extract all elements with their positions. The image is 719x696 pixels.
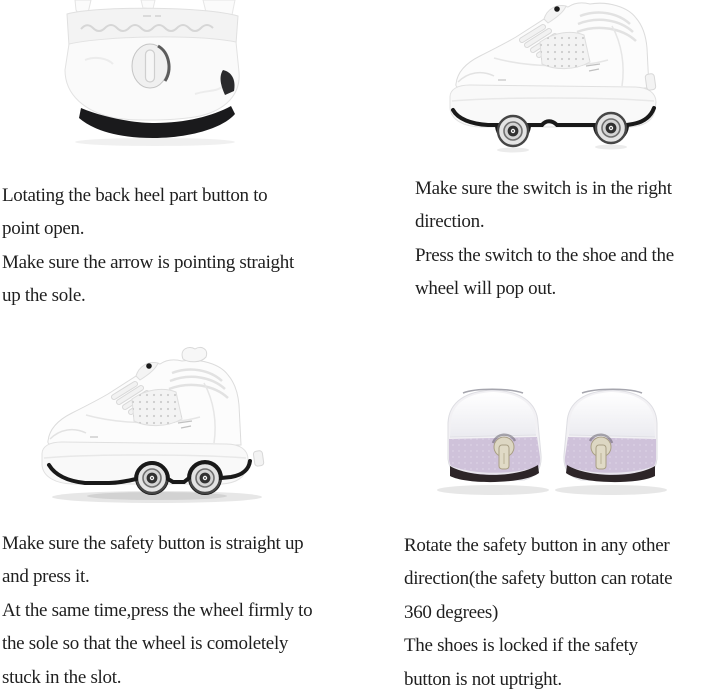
step-2-caption [415,172,674,306]
photo-heel-pair-safety-buttons [433,383,673,503]
caption-line: The shoes is locked if the safety [404,635,638,657]
caption-line: wheel will pop out. [415,278,557,300]
caption-line: the sole so that the wheel is comoletely [2,633,289,655]
caption-line: Make sure the safety button is straight up [2,533,304,554]
rear-wheel [596,113,626,143]
front-wheel [498,116,528,146]
right-heel [564,389,657,482]
photo-sneaker-wheels-retracted [35,345,280,505]
step-1-caption [2,179,294,313]
step-3-caption [2,527,312,694]
caption-line: Press the switch to the shoe and the [415,244,674,266]
left-heel [448,389,541,482]
caption-line: direction(the safety button can rotate [404,568,673,590]
caption-line: 360 degrees) [404,601,498,623]
caption-line: and press it. [2,566,90,588]
caption-line: At the same time,press the wheel firmly to [2,599,313,621]
caption-line: point open. [2,218,85,240]
photo-heel-safety-button-closeup [55,0,255,148]
deploy-switch-tab [253,450,264,466]
caption-line: Lotating the back heel part button to [2,185,268,206]
lace-knot [182,347,207,361]
caption-line: button is not uptright. [404,668,562,690]
step-4-caption [404,529,672,696]
caption-line: Make sure the arrow is pointing straight [2,251,294,273]
caption-line: Rotate the safety button in any other [404,535,670,556]
deploy-switch-tab [645,73,656,90]
photo-sneaker-wheels-deployed [440,0,665,160]
caption-line: up the sole. [2,285,86,307]
caption-line: Make sure the switch is in the right [415,178,672,199]
heel-rotating-button [132,44,169,88]
caption-line: stuck in the slot. [2,666,122,688]
caption-line: direction. [415,211,485,233]
